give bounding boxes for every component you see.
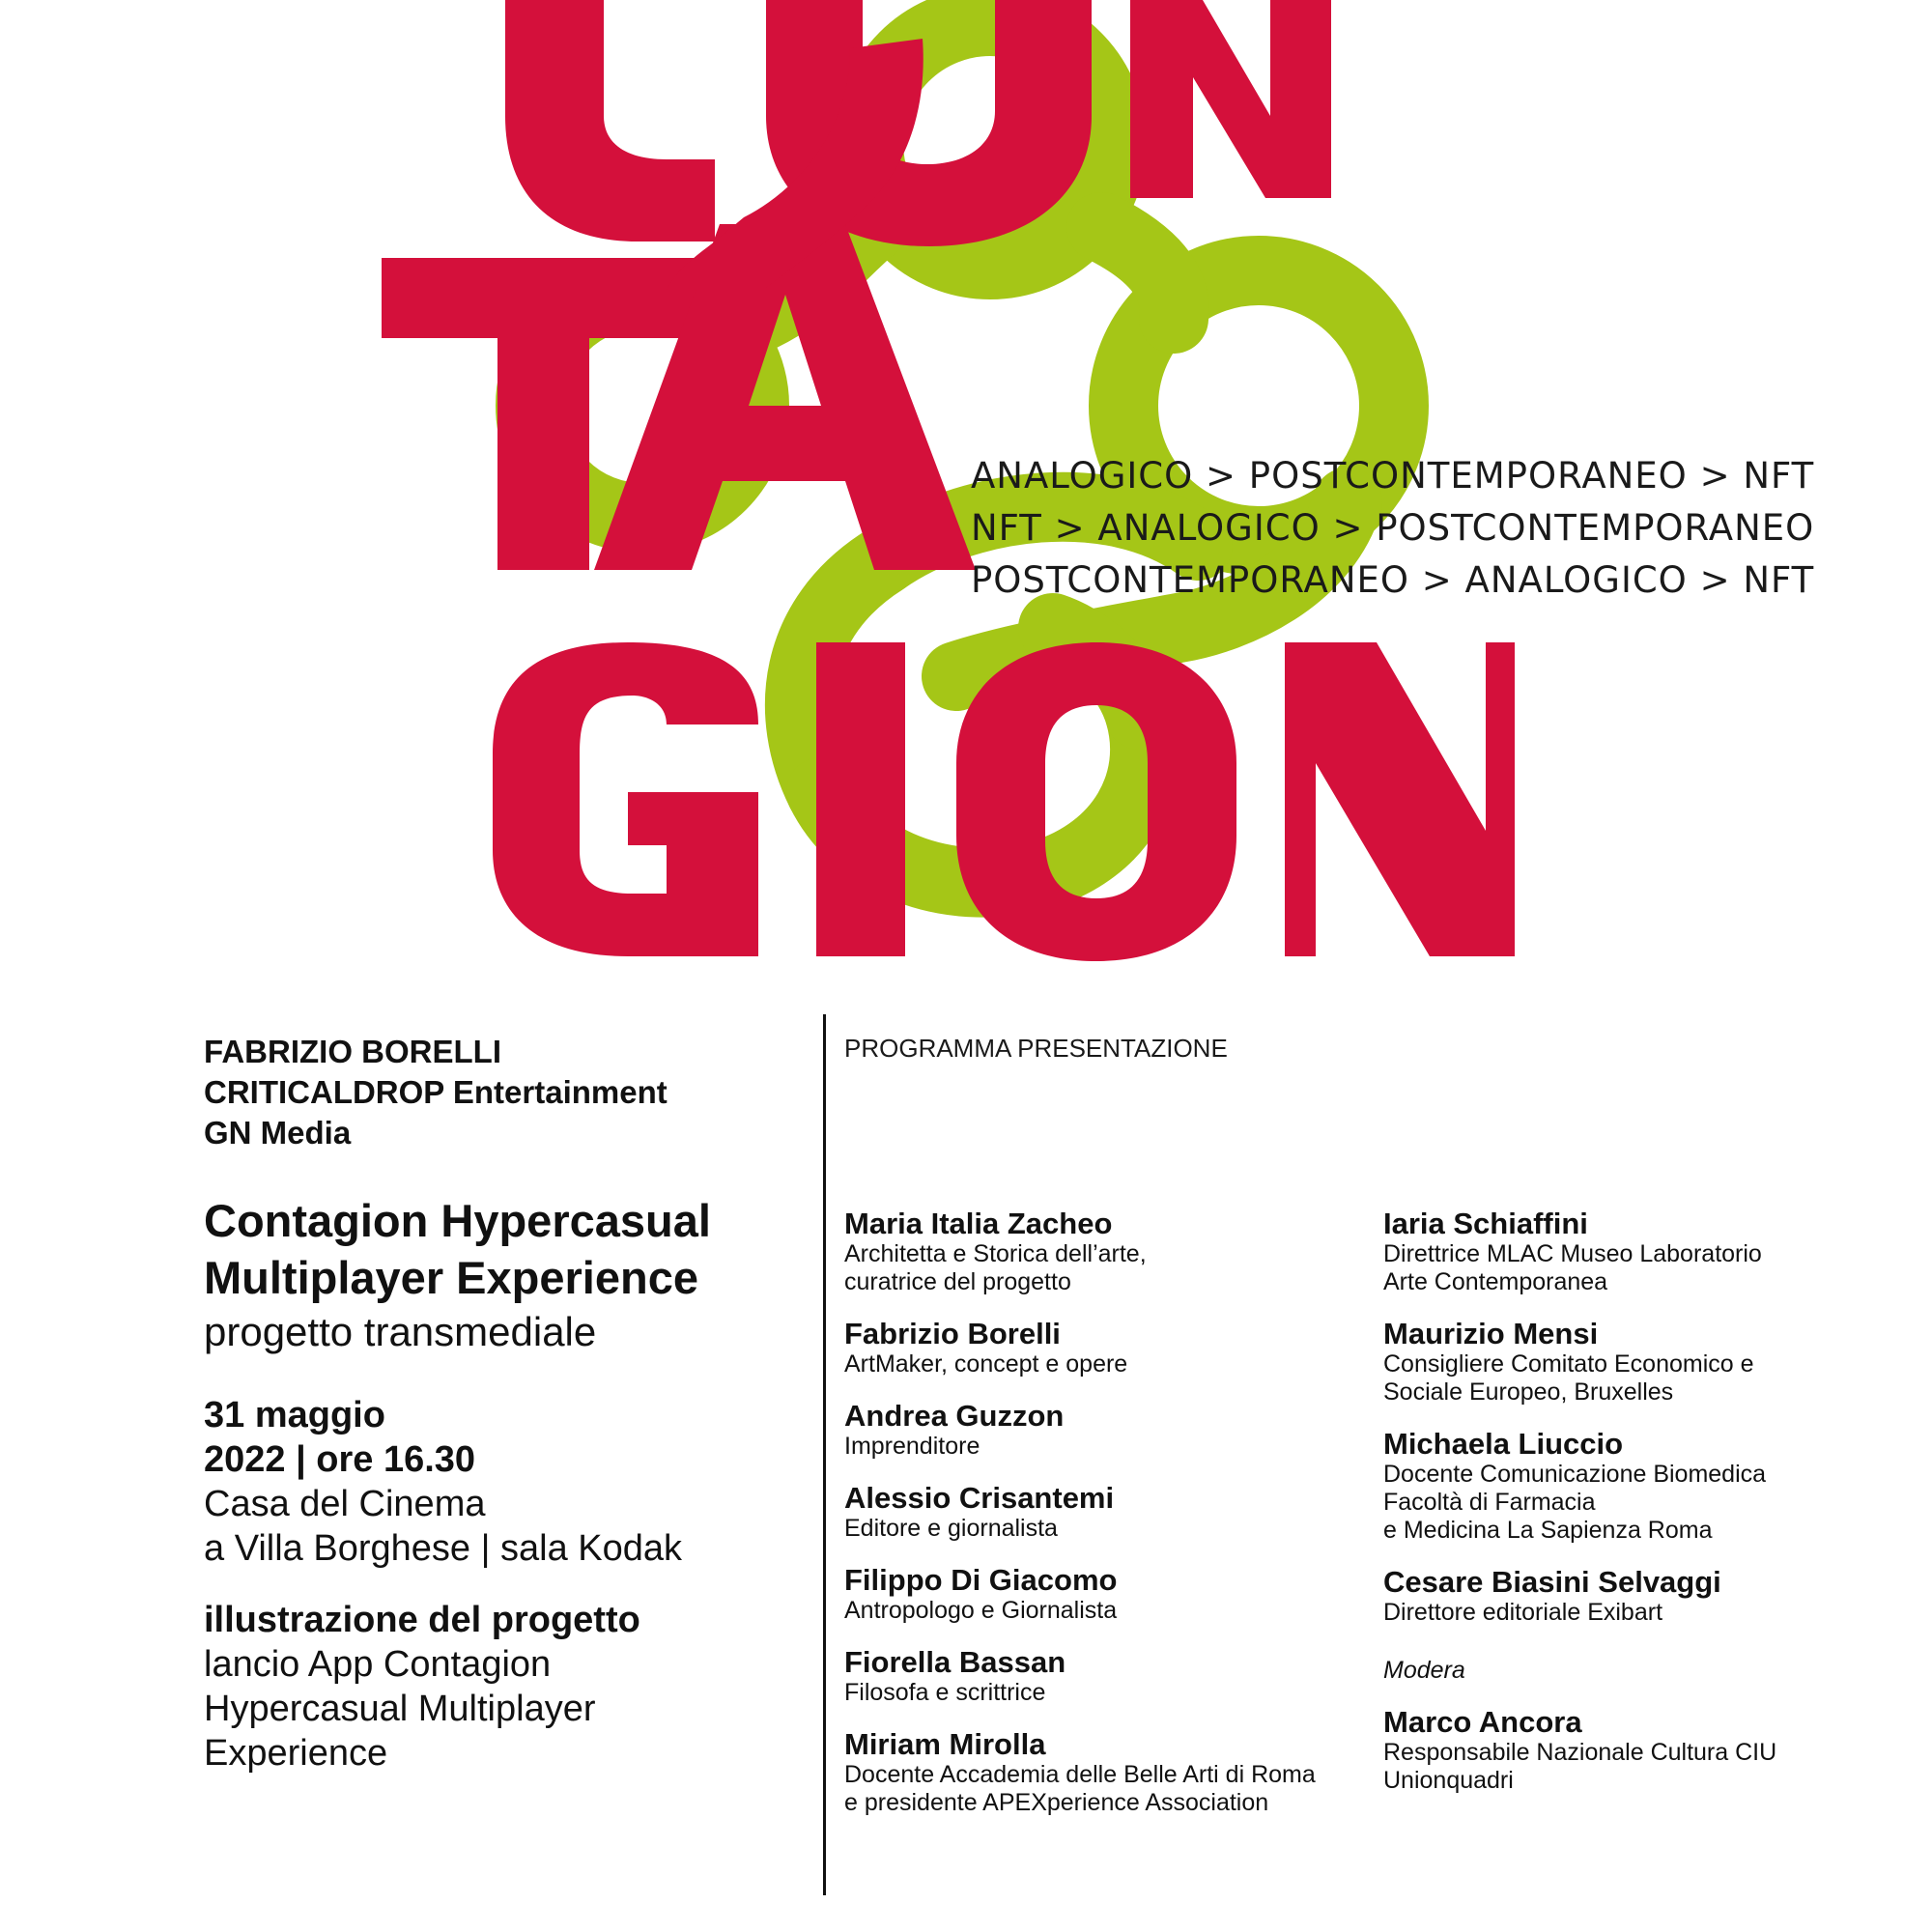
speakers-column-a: [844, 1208, 1347, 1838]
moderator-role: Responsabile Nazionale Cultura CIU Unionquadri: [1383, 1739, 1777, 1794]
credits: [204, 1032, 803, 1153]
credit-line: GN Media: [204, 1115, 352, 1151]
speaker: [844, 1318, 1347, 1378]
moderator: [1383, 1706, 1886, 1795]
speaker-name: Michaela Liuccio: [1383, 1427, 1624, 1461]
illustration-line: Hypercasual Multiplayer: [204, 1689, 596, 1729]
pathway-line: ANALOGICO > POSTCONTEMPORANEO > NFT: [971, 455, 1815, 497]
letter-i: [816, 642, 905, 956]
speaker: [844, 1646, 1347, 1707]
speaker-name: Cesare Biasini Selvaggi: [1383, 1565, 1721, 1599]
speaker-name: Fabrizio Borelli: [844, 1317, 1061, 1350]
project-title: [204, 1192, 803, 1306]
speaker-role: Docente Comunicazione Biomedica Facoltà di Farmacia e Medicina La Sapienza Roma: [1383, 1461, 1767, 1544]
speaker: [1383, 1318, 1886, 1406]
letter-n: [1130, 0, 1331, 198]
illustration-block: [204, 1598, 803, 1776]
speaker-name: Andrea Guzzon: [844, 1399, 1065, 1433]
speaker: [844, 1482, 1347, 1543]
speakers-column-b: [1383, 1208, 1886, 1816]
speaker: [844, 1400, 1347, 1461]
pathway-line: POSTCONTEMPORANEO > ANALOGICO > NFT: [971, 559, 1815, 601]
speaker-role: Consigliere Comitato Economico e Sociale Europeo, Bruxelles: [1383, 1350, 1754, 1406]
illustration-line: lancio App Contagion: [204, 1644, 552, 1685]
illustration-heading: illustrazione del progetto: [204, 1600, 640, 1640]
speaker-name: Alessio Crisantemi: [844, 1481, 1115, 1515]
speaker-role: Direttrice MLAC Museo Laboratorio Arte Contemporanea: [1383, 1240, 1762, 1295]
pathway-line: NFT > ANALOGICO > POSTCONTEMPORANEO: [971, 507, 1815, 549]
speaker-name: Maria Italia Zacheo: [844, 1207, 1113, 1240]
event-details: [204, 1393, 803, 1571]
event-date-time: 2022 | ore 16.30: [204, 1439, 476, 1480]
project-subtitle: progetto transmediale: [204, 1309, 597, 1354]
speaker-name: Iaria Schiaffini: [1383, 1207, 1588, 1240]
speaker-name: Filippo Di Giacomo: [844, 1563, 1118, 1597]
speaker-role: Architetta e Storica dell’arte, curatrice del progetto: [844, 1240, 1147, 1295]
speaker-name: Fiorella Bassan: [844, 1645, 1066, 1679]
illustration-line: Experience: [204, 1733, 388, 1774]
credit-line: FABRIZIO BORELLI: [204, 1034, 501, 1069]
speaker-role: Imprenditore: [844, 1433, 980, 1460]
speaker: [1383, 1208, 1886, 1296]
speaker-name: Maurizio Mensi: [1383, 1317, 1599, 1350]
speaker: [844, 1564, 1347, 1625]
speaker: [1383, 1566, 1886, 1627]
event-date: 31 maggio: [204, 1395, 385, 1435]
moderator-label: Modera: [1383, 1657, 1465, 1684]
event-venue-detail: a Villa Borghese | sala Kodak: [204, 1528, 683, 1569]
speaker-role: Filosofa e scrittrice: [844, 1679, 1046, 1706]
vertical-divider: [823, 1014, 826, 1895]
speaker-name: Miriam Mirolla: [844, 1727, 1046, 1761]
speaker-role: Editore e giornalista: [844, 1515, 1058, 1542]
speaker: [844, 1728, 1347, 1817]
project-title-line: Multiplayer Experience: [204, 1252, 698, 1303]
letter-n-bottom: [1285, 642, 1515, 956]
program-label: PROGRAMMA PRESENTAZIONE: [844, 1034, 1228, 1063]
speaker-role: Direttore editoriale Exibart: [1383, 1599, 1663, 1626]
speaker: [844, 1208, 1347, 1296]
pathways-block: [971, 450, 1814, 607]
moderator-name: Marco Ancora: [1383, 1705, 1582, 1739]
credit-line: CRITICALDROP Entertainment: [204, 1074, 668, 1110]
project-title-line: Contagion Hypercasual: [204, 1195, 711, 1246]
letter-c: [505, 0, 715, 242]
speaker: [1383, 1428, 1886, 1545]
speaker-role: Docente Accademia delle Belle Arti di Roma e presidente APEXperience Association: [844, 1761, 1316, 1816]
speaker-role: ArtMaker, concept e opere: [844, 1350, 1128, 1378]
speaker-role: Antropologo e Giornalista: [844, 1597, 1118, 1624]
project-info: [204, 1032, 803, 1776]
letter-g: [493, 642, 758, 956]
event-venue: Casa del Cinema: [204, 1484, 486, 1524]
